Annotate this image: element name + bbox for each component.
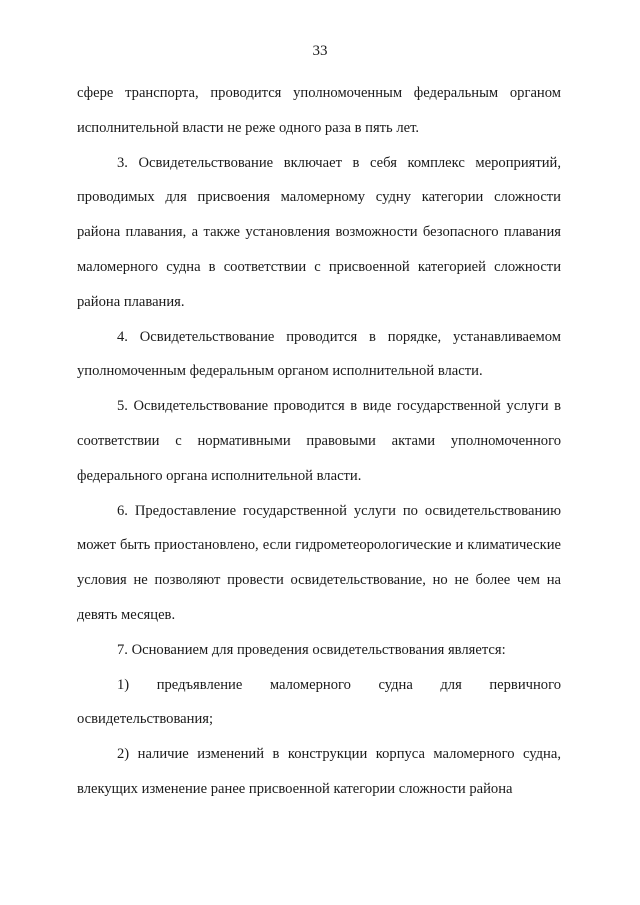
subitem-2: 2) наличие изменений в конструкции корпуса маломерного судна, влекущих изменение ранее присвоенной категории сложности района <box>77 746 561 797</box>
subitem-1: 1) предъявление маломерного судна для первичного освидетельствования; <box>77 676 561 728</box>
paragraph-continuation: сфере транспорта, проводится уполномоченным федеральным органом исполнительной власти не реже одного раза в пять лет. <box>77 85 561 136</box>
paragraph-item-5: 5. Освидетельствование проводится в виде государственной услуги в соответствии с нормативными правовыми актами уполномоченного федерального органа исполнительной власти. <box>77 398 561 484</box>
paragraph-item-4: 4. Освидетельствование проводится в порядке, устанавливаемом уполномоченным федеральным органом исполнительной власти. <box>77 328 561 380</box>
paragraph-item-3: 3. Освидетельствование включает в себя комплекс мероприятий, проводимых для присвоения маломерному судну категории сложности района плавания, а также установления возможности безопасного плавания маломерного судна в соответствии с присвоенной категорией сложности района плавания. <box>77 154 561 310</box>
page-number: 33 <box>312 43 328 59</box>
paragraph-item-7: 7. Основанием для проведения освидетельствования является: <box>117 641 506 658</box>
paragraph-item-6: 6. Предоставление государственной услуги по освидетельствованию может быть приостановлено, если гидрометеорологические и климатические условия не позволяют провести освидетельствование, но не более чем на девять месяцев. <box>77 502 561 623</box>
document-body <box>77 76 561 807</box>
